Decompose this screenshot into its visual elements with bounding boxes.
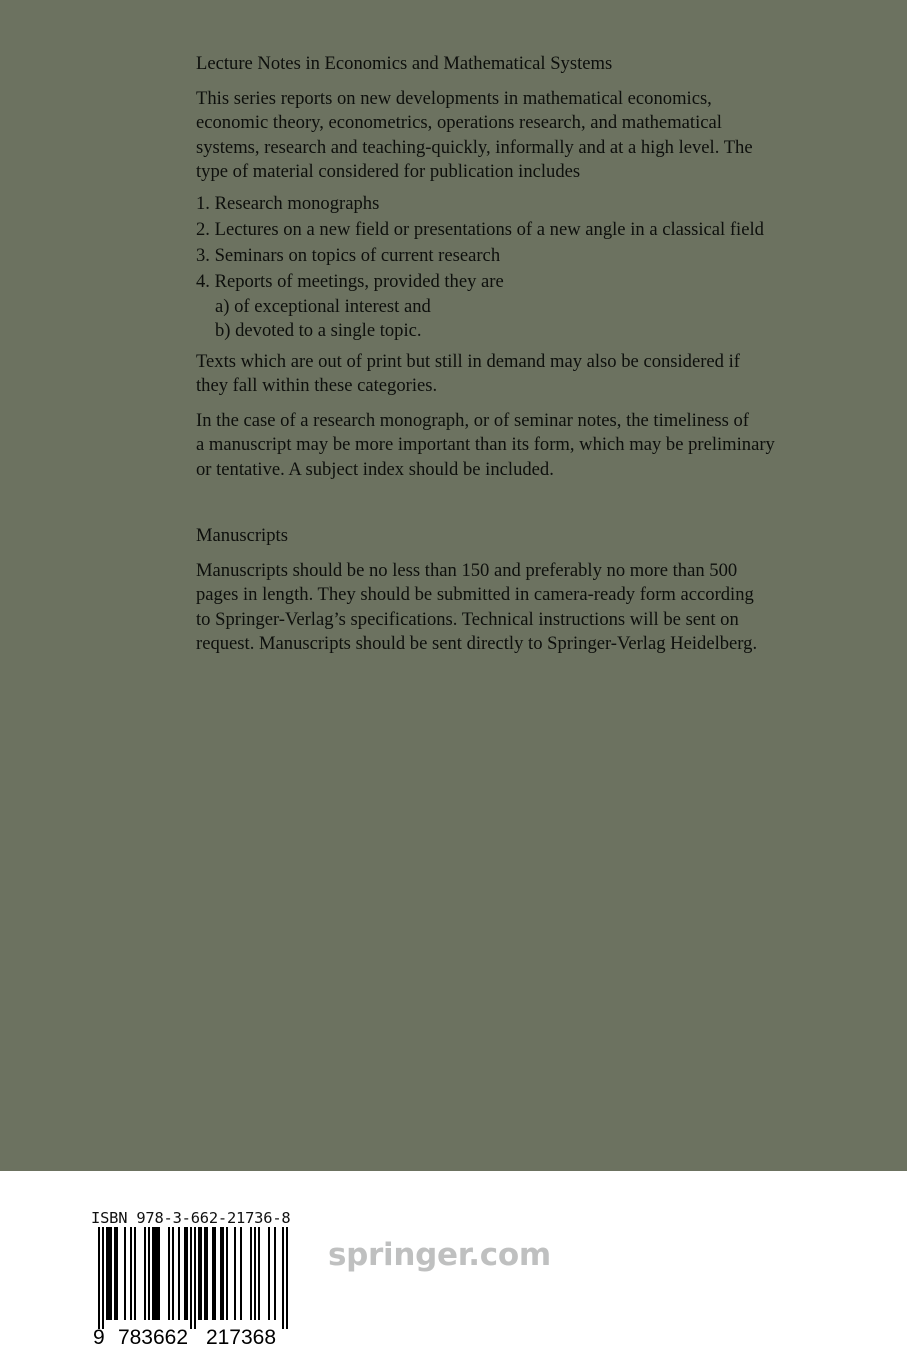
barcode-bar (178, 1227, 180, 1320)
manuscripts-paragraph (196, 559, 796, 657)
barcode-bar (222, 1227, 224, 1320)
material-types-list (196, 191, 816, 344)
barcode-bar (268, 1227, 270, 1320)
barcode-bar (214, 1227, 216, 1320)
manuscripts-heading: Manuscripts (196, 525, 288, 546)
barcode-bar (190, 1227, 192, 1329)
barcode-bar (148, 1227, 150, 1320)
paragraph-line: This series reports on new developments in mathematical economics, (196, 88, 712, 109)
barcode-bar (204, 1227, 206, 1320)
barcode-bar (156, 1227, 158, 1320)
barcode-bar (250, 1227, 252, 1320)
series-title: Lecture Notes in Economics and Mathematical Systems (196, 53, 613, 74)
list-subitem: a) of exceptional interest and (215, 296, 431, 317)
barcode-bar (130, 1227, 132, 1320)
paragraph-line: economic theory, econometrics, operations research, and mathematical (196, 112, 722, 134)
list-subitem: b) devoted to a single topic. (215, 320, 422, 342)
paragraph-line: to Springer-Verlag’s specifications. Technical instructions will be sent on (196, 608, 739, 630)
barcode-bar (98, 1227, 100, 1329)
paragraph-line: request. Manuscripts should be sent directly to Springer-Verlag Heidelberg. (196, 633, 758, 655)
barcode-first-digit: 9 (93, 1326, 105, 1349)
paragraph-line: they fall within these categories. (196, 375, 438, 397)
paragraph-line: a manuscript may be more important than its form, which may be preliminary (196, 434, 775, 456)
barcode-bar (254, 1227, 256, 1320)
paragraph-line: In the case of a research monograph, or of seminar notes, the timeliness of (196, 410, 749, 431)
barcode-bar (102, 1227, 104, 1329)
barcode-bar (274, 1227, 276, 1320)
barcode-bar (198, 1227, 200, 1320)
list-item: 2. Lectures on a new field or presentations of a new angle in a classical field (196, 219, 764, 240)
barcode-bar (286, 1227, 288, 1329)
barcode-bar (144, 1227, 146, 1320)
barcode-bar (194, 1227, 196, 1329)
barcode-bar (152, 1227, 154, 1320)
out-of-print-paragraph (196, 350, 796, 399)
list-item: 1. Research monographs (196, 193, 380, 214)
barcode-bar (200, 1227, 202, 1320)
publisher-url: springer.com (328, 1237, 551, 1273)
barcode-right-digits: 217368 (205, 1326, 277, 1349)
paragraph-line: Texts which are out of print but still in demand may also be considered if (196, 351, 740, 372)
barcode-bar (282, 1227, 284, 1329)
isbn-label: ISBN 978-3-662-21736-8 (91, 1209, 291, 1227)
paragraph-line: pages in length. They should be submitted in camera-ready form according (196, 584, 754, 606)
barcode-bar (220, 1227, 222, 1320)
paragraph-line: Manuscripts should be no less than 150 and preferably no more than 500 (196, 560, 738, 581)
barcode-bar (114, 1227, 116, 1320)
paragraph-line: type of material considered for publication includes (196, 161, 581, 183)
list-item: 4. Reports of meetings, provided they are (196, 271, 504, 292)
barcode-bar (110, 1227, 112, 1320)
barcode-bar (158, 1227, 160, 1320)
barcode-bar (206, 1227, 208, 1320)
barcode-bar (134, 1227, 136, 1320)
barcode-bar (154, 1227, 156, 1320)
barcode-footer (0, 1171, 907, 1360)
barcode-bar (186, 1227, 188, 1320)
barcode-bar (240, 1227, 242, 1320)
barcode-bar (168, 1227, 170, 1320)
barcode-bar (226, 1227, 228, 1320)
timeliness-paragraph (196, 409, 796, 482)
barcode-bar (234, 1227, 236, 1320)
paragraph-line: systems, research and teaching-quickly, informally and at a high level. The (196, 136, 753, 158)
list-item: 3. Seminars on topics of current research (196, 245, 501, 266)
intro-paragraph (196, 87, 796, 185)
barcode-bar (258, 1227, 260, 1320)
barcode-left-digits: 783662 (117, 1326, 189, 1349)
barcode-bar (172, 1227, 174, 1320)
isbn-barcode (93, 1227, 296, 1349)
barcode-bar (116, 1227, 118, 1320)
barcode-bar (108, 1227, 110, 1320)
barcode-bar (106, 1227, 108, 1320)
barcode-bar (124, 1227, 126, 1320)
barcode-bar (184, 1227, 186, 1320)
paragraph-line: or tentative. A subject index should be included. (196, 458, 554, 480)
barcode-bar (212, 1227, 214, 1320)
